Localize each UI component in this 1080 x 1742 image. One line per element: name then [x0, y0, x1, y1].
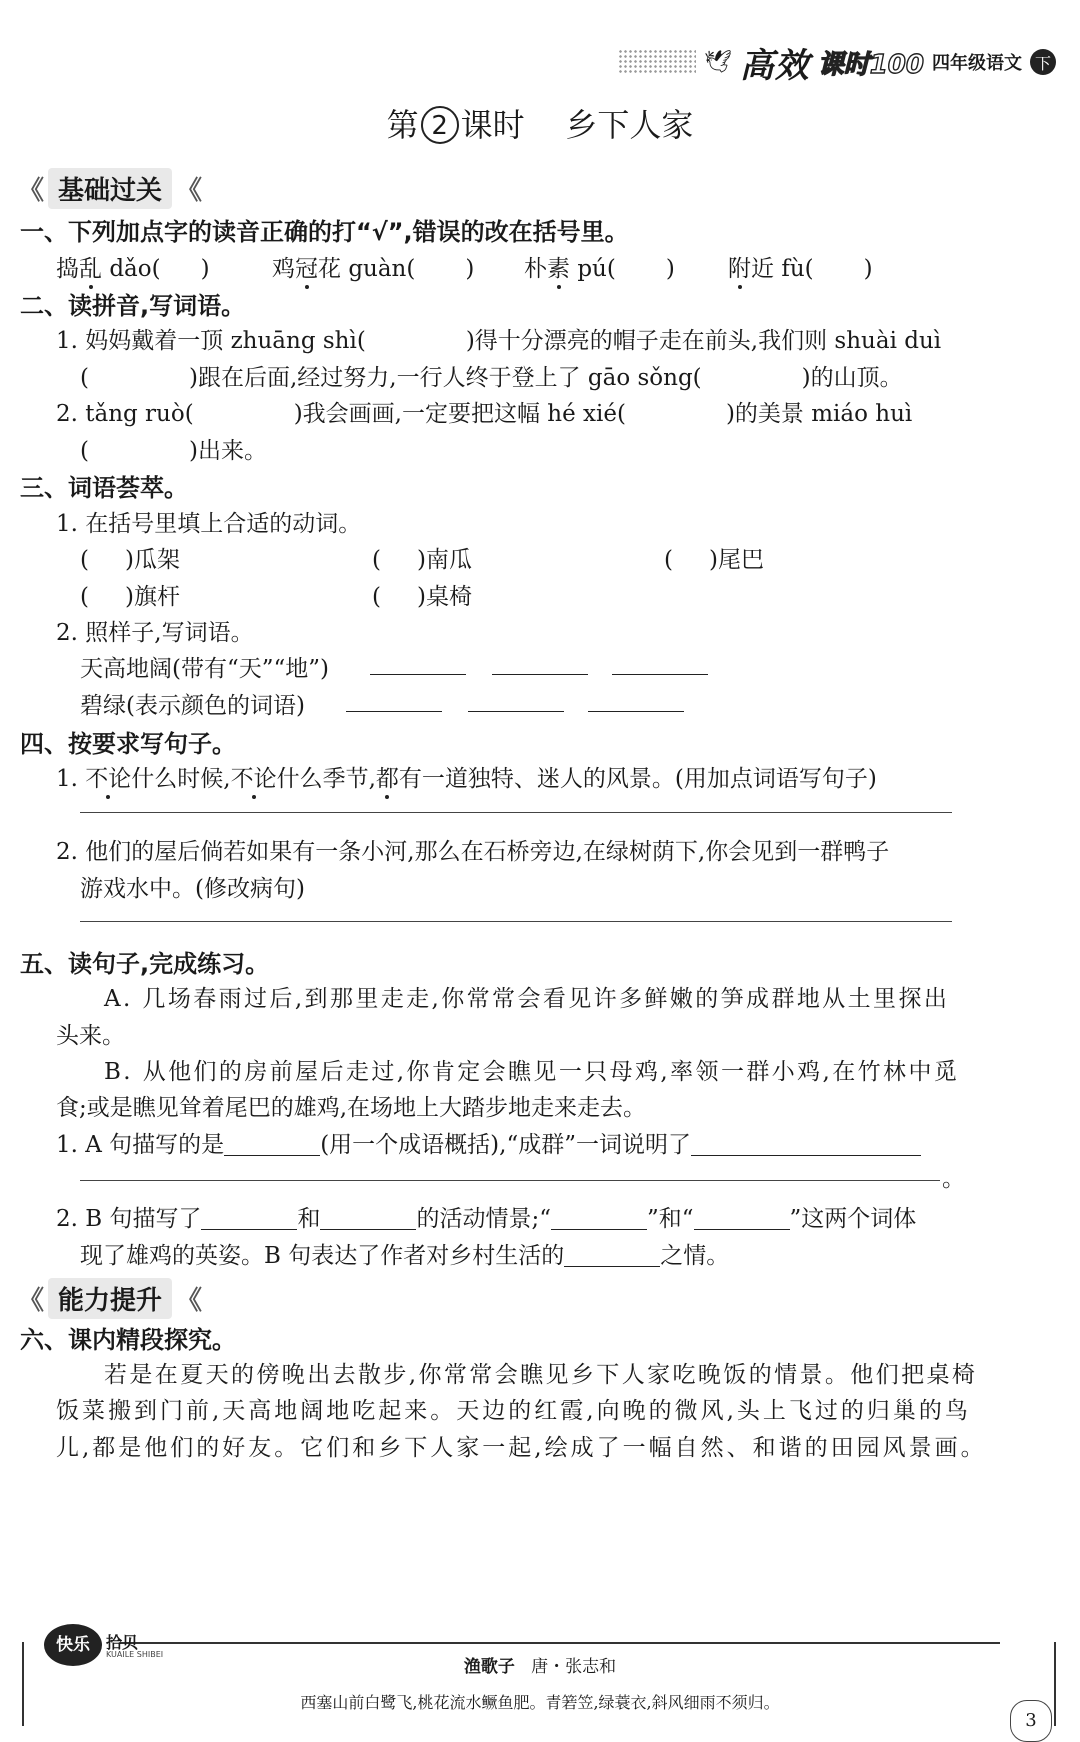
s5-b-line-2: 食;或是瞧见耸着尾巴的雄鸡,在场地上大踏步地走来走去。: [56, 1095, 647, 1121]
s5-a-line-1: A. 几场春雨过后,到那里走走,你常常会看见许多鲜嫩的笋成群地从土里探出: [104, 986, 950, 1012]
header-brand: 高效: [739, 45, 810, 86]
chevron-left-icon: 《: [18, 1286, 45, 1316]
answer-blank[interactable]: [201, 1207, 297, 1230]
answer-line[interactable]: [80, 921, 952, 922]
answer-blank[interactable]: [691, 1133, 921, 1156]
s4-q2-line-1: 2. 他们的屋后倘若如果有一条小河,那么在石桥旁边,在绿树荫下,你会见到一群鸭子: [56, 839, 890, 865]
s3-example-2: 碧绿(表示颜色的词语): [80, 693, 305, 719]
section-1-title: 一、下列加点字的读音正确的打“√”,错误的改在括号里。: [20, 218, 629, 246]
page-title: [0, 100, 1080, 146]
badge-basic-label: 基础过关: [48, 168, 172, 209]
answer-blank[interactable]: [551, 1207, 647, 1230]
s5-q2-line-1: 2. B 句描写了 和 的活动情景;“ ”和“ ”这两个词体: [56, 1206, 917, 1232]
s3-example-1: 天高地阔(带有“天”“地”): [80, 656, 329, 682]
s5-b-line-1: B. 从他们的房前屋后走过,你肯定会瞧见一只母鸡,率领一群小鸡,在竹林中觅: [104, 1059, 960, 1085]
answer-line[interactable]: [80, 812, 952, 813]
section-5-title: 五、读句子,完成练习。: [20, 950, 270, 978]
answer-blank[interactable]: [588, 689, 684, 712]
header-course: 课时100: [817, 49, 924, 80]
s3-q2: 2. 照样子,写词语。: [56, 620, 254, 646]
answer-blank[interactable]: [564, 1244, 660, 1267]
s2-line-4: ( )出来。: [80, 438, 267, 464]
verb-fill-1: ( )瓜架: [80, 547, 180, 573]
footer-divider: [120, 1642, 1000, 1644]
pinyin-item-2: 鸡冠花 guàn( ): [272, 256, 475, 282]
answer-blank[interactable]: [612, 652, 708, 675]
answer-line[interactable]: [80, 1180, 940, 1181]
s6-para-line-2: 饭菜搬到门前,天高地阔地吃起来。天边的红霞,向晚的微风,头上飞过的归巢的鸟: [56, 1398, 971, 1424]
s2-line-3: 2. tǎng ruò( )我会画画,一定要把这幅 hé xié( )的美景 miáo huì: [56, 401, 913, 427]
verb-fill-4: ( )旗杆: [80, 584, 180, 610]
section-6-title: 六、课内精段探究。: [20, 1326, 236, 1354]
section-4-title: 四、按要求写句子。: [20, 730, 236, 758]
book-header: [618, 40, 1056, 84]
chevron-left-icon: 《: [176, 176, 203, 206]
s5-q1: 1. A 句描写的是 (用一个成语概括),“成群”一词说明了: [56, 1126, 921, 1159]
chevron-left-icon: 《: [18, 176, 45, 206]
header-dot-pattern: [618, 49, 696, 75]
answer-blank[interactable]: [320, 1207, 416, 1230]
footer-bubble: 快乐: [44, 1624, 102, 1666]
page-number: 3: [1010, 1700, 1052, 1742]
answer-blank[interactable]: [370, 652, 466, 675]
verb-fill-2: ( )南瓜: [372, 547, 472, 573]
s3-q1: 1. 在括号里填上合适的动词。: [56, 511, 362, 537]
badge-basic: [18, 168, 202, 209]
chevron-left-icon: 《: [176, 1286, 203, 1316]
period: 。: [942, 1166, 965, 1192]
answer-blank[interactable]: [468, 689, 564, 712]
s6-para-line-1: 若是在夏天的傍晚出去散步,你常常会瞧见乡下人家吃晚饭的情景。他们把桌椅: [104, 1362, 978, 1388]
lesson-number: 2: [421, 106, 459, 144]
poem-heading: 渔歌子 唐・张志和: [463, 1657, 617, 1677]
s2-line-1: 1. 妈妈戴着一顶 zhuāng shì( )得十分漂亮的帽子走在前头,我们则 shuài duì: [56, 328, 942, 354]
pinyin-item-3: 朴素 pú( ): [524, 256, 675, 282]
title-prefix: 第: [386, 106, 419, 144]
s2-line-2: ( )跟在后面,经过努力,一行人终于登上了 gāo sǒng( )的山顶。: [80, 365, 903, 391]
badge-ability: [18, 1278, 202, 1319]
answer-blank[interactable]: [224, 1133, 320, 1156]
s5-a-line-2: 头来。: [56, 1023, 125, 1049]
footer-section-label: 拾贝: [106, 1633, 139, 1652]
section-3-title: 三、词语荟萃。: [20, 474, 188, 502]
pinyin-item-4: 附近 fù( ): [728, 256, 873, 282]
answer-blank[interactable]: [694, 1207, 790, 1230]
answer-blank[interactable]: [492, 652, 588, 675]
header-volume: 下: [1030, 49, 1056, 75]
pinyin-item-1: 捣乱 dǎo( ): [56, 256, 210, 282]
s5-q2-line-2: 现了雄鸡的英姿。B 句表达了作者对乡村生活的 之情。: [80, 1243, 730, 1269]
poem-text: 西塞山前白鹭飞,桃花流水鳜鱼肥。青箬笠,绿蓑衣,斜风细雨不须归。: [300, 1693, 780, 1712]
answer-blank[interactable]: [346, 689, 442, 712]
s4-q1: 1. 不论什么时候,不论什么季节,都有一道独特、迷人的风景。(用加点词语写句子): [56, 766, 877, 792]
bird-icon: 🕊: [703, 49, 732, 75]
badge-ability-label: 能力提升: [48, 1278, 172, 1319]
title-suffix: 课时: [460, 106, 525, 144]
verb-fill-5: ( )桌椅: [372, 584, 472, 610]
section-2-title: 二、读拼音,写词语。: [20, 292, 246, 320]
s6-para-line-3: 儿,都是他们的好友。它们和乡下人家一起,绘成了一幅自然、和谐的田园风景画。: [56, 1435, 987, 1461]
header-grade: 四年级语文: [932, 53, 1022, 74]
verb-fill-3: ( )尾巴: [664, 547, 764, 573]
lesson-name: 乡下人家: [565, 106, 694, 144]
s4-q2-line-2: 游戏水中。(修改病句): [80, 876, 305, 902]
footer-section-en: KUAILE SHIBEI: [106, 1650, 164, 1659]
